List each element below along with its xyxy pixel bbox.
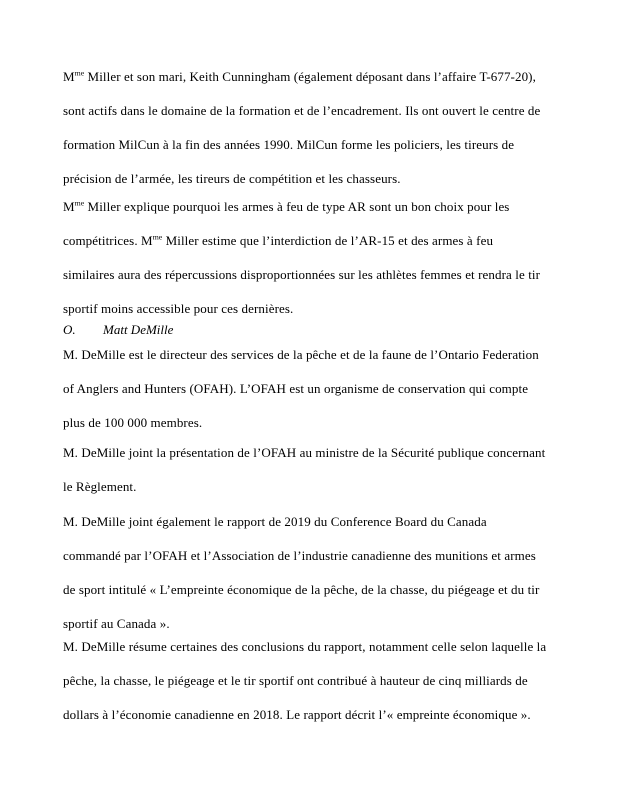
paragraph-miller-background — [63, 60, 593, 196]
text-line: M. DeMille résume certaines des conclusions du rapport, notamment celle selon laquelle la — [63, 639, 547, 654]
text-line: pêche, la chasse, le piégeage et le tir sportif ont contribué à hauteur de cinq milliards de — [63, 673, 528, 688]
text-line: plus de 100 000 membres. — [63, 415, 203, 430]
text-line: précision de l’armée, les tireurs de compétition et les chasseurs. — [63, 171, 401, 186]
text-line: compétitrices. $M^{me}$ Miller estime que l’interdiction de l’AR-15 et des armes à feu — [63, 232, 494, 248]
text-line: $M^{me}$ Miller explique pourquoi les armes à feu de type AR sont un bon choix pour les — [63, 198, 510, 214]
paragraph-demille-presentation — [63, 436, 593, 504]
text-line: de sport intitulé « L’empreinte économique de la pêche, de la chasse, du piégeage et du tir — [63, 582, 540, 597]
text-line: M. DeMille joint également le rapport de 2019 du Conference Board du Canada — [63, 514, 487, 529]
section-heading-label: O. — [63, 322, 76, 337]
paragraph-miller-opinion — [63, 190, 593, 326]
text-line: sportif au Canada ». — [63, 616, 170, 631]
text-line: dollars à l’économie canadienne en 2018. Le rapport décrit l’« empreinte économique ». — [63, 707, 531, 722]
text-line: M. DeMille joint la présentation de l’OFAH au ministre de la Sécurité publique concernant — [63, 445, 546, 460]
paragraph-demille-conclusions — [63, 630, 593, 732]
text-line: sportif moins accessible pour ces dernières. — [63, 301, 294, 316]
text-line: M. DeMille est le directeur des services de la pêche et de la faune de l’Ontario Federation — [63, 347, 539, 362]
section-heading-title: Matt DeMille — [103, 322, 174, 337]
text-line: sont actifs dans le domaine de la formation et de l’encadrement. Ils ont ouvert le centre de — [63, 103, 541, 118]
text-line: of Anglers and Hunters (OFAH). L’OFAH est un organisme de conservation qui compte — [63, 381, 529, 396]
text-line: le Règlement. — [63, 479, 137, 494]
text-line: $M^{me}$ Miller et son mari, Keith Cunningham (également déposant dans l’affaire T-677-20), — [63, 68, 536, 84]
paragraph-demille-intro — [63, 338, 593, 440]
paragraph-demille-report — [63, 505, 593, 641]
text-line: formation MilCun à la fin des années 1990. MilCun forme les policiers, les tireurs de — [63, 137, 515, 152]
text-line: similaires aura des répercussions disproportionnées sur les athlètes femmes et rendra le tir — [63, 267, 541, 282]
text-line: commandé par l’OFAH et l’Association de l’industrie canadienne des munitions et armes — [63, 548, 536, 563]
